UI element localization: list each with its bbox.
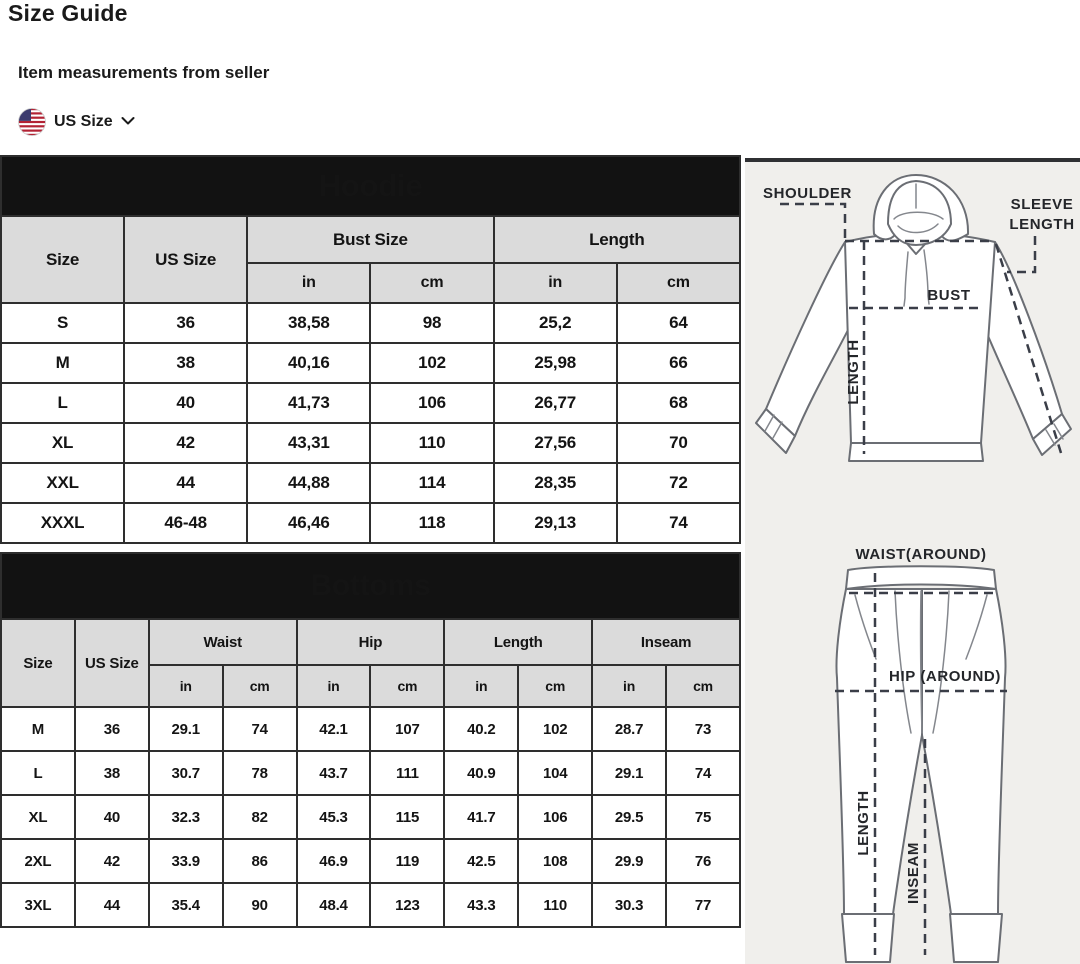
hoodie-sleeve-length-label-line2: LENGTH bbox=[1009, 216, 1075, 233]
pants-waist-label: WAIST(AROUND) bbox=[855, 546, 987, 563]
table-cell: 108 bbox=[518, 839, 592, 883]
table-cell: 43.3 bbox=[444, 883, 518, 927]
col-header-bust-size: Bust Size bbox=[247, 216, 493, 263]
table-cell: 110 bbox=[370, 423, 493, 463]
hoodie-length-label: LENGTH bbox=[845, 339, 862, 405]
table-cell: 3XL bbox=[1, 883, 75, 927]
table-cell: 46.9 bbox=[297, 839, 371, 883]
hoodie-table-title: Hoodie bbox=[1, 156, 740, 216]
table-cell: 29.1 bbox=[149, 707, 223, 751]
table-cell: 106 bbox=[370, 383, 493, 423]
unit-header-in: in bbox=[494, 263, 617, 303]
table-cell: 29.1 bbox=[592, 751, 666, 795]
table-cell: 90 bbox=[223, 883, 297, 927]
col-header-size: Size bbox=[1, 216, 124, 303]
table-cell: 68 bbox=[617, 383, 740, 423]
size-selector-label: US Size bbox=[54, 113, 113, 130]
table-cell: XL bbox=[1, 795, 75, 839]
table-cell: 27,56 bbox=[494, 423, 617, 463]
table-cell: 43.7 bbox=[297, 751, 371, 795]
table-cell: 75 bbox=[666, 795, 740, 839]
pants-inseam-label: INSEAM bbox=[905, 842, 922, 904]
table-cell: 42.5 bbox=[444, 839, 518, 883]
table-cell: 73 bbox=[666, 707, 740, 751]
table-row bbox=[1, 883, 740, 927]
table-cell: M bbox=[1, 343, 124, 383]
table-row bbox=[1, 343, 740, 383]
chevron-down-icon bbox=[121, 113, 135, 131]
unit-header-cm: cm bbox=[666, 665, 740, 707]
table-cell: 28,35 bbox=[494, 463, 617, 503]
hoodie-shoulder-label: SHOULDER bbox=[763, 185, 852, 202]
table-cell: 82 bbox=[223, 795, 297, 839]
col-header-hip: Hip bbox=[297, 619, 445, 665]
table-cell: 42.1 bbox=[297, 707, 371, 751]
table-cell: XXL bbox=[1, 463, 124, 503]
table-cell: 46,46 bbox=[247, 503, 370, 543]
table-cell: 41,73 bbox=[247, 383, 370, 423]
table-cell: 33.9 bbox=[149, 839, 223, 883]
size-selector[interactable] bbox=[18, 108, 135, 136]
bottoms-size-table bbox=[0, 552, 741, 928]
table-cell: 98 bbox=[370, 303, 493, 343]
table-cell: 74 bbox=[617, 503, 740, 543]
table-cell: L bbox=[1, 751, 75, 795]
col-header-us-size: US Size bbox=[124, 216, 247, 303]
table-row bbox=[1, 503, 740, 543]
table-cell: 36 bbox=[75, 707, 149, 751]
table-cell: 86 bbox=[223, 839, 297, 883]
table-cell: 107 bbox=[370, 707, 444, 751]
table-cell: 74 bbox=[666, 751, 740, 795]
table-cell: 74 bbox=[223, 707, 297, 751]
table-row bbox=[1, 303, 740, 343]
table-cell: 40 bbox=[75, 795, 149, 839]
table-cell: 40 bbox=[124, 383, 247, 423]
col-header-us-size: US Size bbox=[75, 619, 149, 707]
table-cell: 118 bbox=[370, 503, 493, 543]
unit-header-in: in bbox=[297, 665, 371, 707]
table-cell: 38,58 bbox=[247, 303, 370, 343]
table-cell: 66 bbox=[617, 343, 740, 383]
table-cell: 123 bbox=[370, 883, 444, 927]
unit-header-in: in bbox=[247, 263, 370, 303]
col-header-waist: Waist bbox=[149, 619, 297, 665]
table-cell: 29,13 bbox=[494, 503, 617, 543]
unit-header-cm: cm bbox=[223, 665, 297, 707]
hoodie-sleeve-length-label-line1: SLEEVE bbox=[1010, 196, 1074, 213]
pants-diagram bbox=[745, 543, 1080, 964]
unit-header-cm: cm bbox=[518, 665, 592, 707]
table-cell: 32.3 bbox=[149, 795, 223, 839]
table-cell: L bbox=[1, 383, 124, 423]
table-cell: 36 bbox=[124, 303, 247, 343]
col-header-inseam: Inseam bbox=[592, 619, 740, 665]
table-cell: 40,16 bbox=[247, 343, 370, 383]
table-cell: S bbox=[1, 303, 124, 343]
table-row bbox=[1, 795, 740, 839]
table-cell: 30.3 bbox=[592, 883, 666, 927]
pants-length-label: LENGTH bbox=[855, 790, 872, 856]
table-cell: 72 bbox=[617, 463, 740, 503]
table-cell: 102 bbox=[370, 343, 493, 383]
table-cell: XL bbox=[1, 423, 124, 463]
table-cell: 44 bbox=[75, 883, 149, 927]
table-row bbox=[1, 839, 740, 883]
table-cell: 2XL bbox=[1, 839, 75, 883]
table-cell: 29.5 bbox=[592, 795, 666, 839]
table-cell: 115 bbox=[370, 795, 444, 839]
table-cell: 77 bbox=[666, 883, 740, 927]
table-cell: 25,98 bbox=[494, 343, 617, 383]
unit-header-in: in bbox=[592, 665, 666, 707]
table-cell: 78 bbox=[223, 751, 297, 795]
unit-header-in: in bbox=[444, 665, 518, 707]
table-cell: 38 bbox=[75, 751, 149, 795]
table-cell: 38 bbox=[124, 343, 247, 383]
col-header-length: Length bbox=[494, 216, 740, 263]
table-cell: 111 bbox=[370, 751, 444, 795]
table-cell: 42 bbox=[75, 839, 149, 883]
page-title: Size Guide bbox=[8, 0, 128, 26]
col-header-length: Length bbox=[444, 619, 592, 665]
table-cell: 102 bbox=[518, 707, 592, 751]
table-cell: 26,77 bbox=[494, 383, 617, 423]
table-cell: 35.4 bbox=[149, 883, 223, 927]
table-cell: 43,31 bbox=[247, 423, 370, 463]
table-cell: 42 bbox=[124, 423, 247, 463]
table-cell: 28.7 bbox=[592, 707, 666, 751]
bottoms-table-title: Bottoms bbox=[1, 553, 740, 619]
hoodie-diagram bbox=[745, 162, 1080, 543]
hoodie-bust-label: BUST bbox=[927, 287, 971, 304]
table-row bbox=[1, 463, 740, 503]
table-cell: 41.7 bbox=[444, 795, 518, 839]
subtitle: Item measurements from seller bbox=[18, 63, 270, 82]
table-cell: 110 bbox=[518, 883, 592, 927]
table-cell: 46-48 bbox=[124, 503, 247, 543]
table-row bbox=[1, 707, 740, 751]
table-cell: 29.9 bbox=[592, 839, 666, 883]
unit-header-in: in bbox=[149, 665, 223, 707]
us-flag-icon bbox=[18, 108, 46, 136]
table-cell: 30.7 bbox=[149, 751, 223, 795]
unit-header-cm: cm bbox=[617, 263, 740, 303]
table-row bbox=[1, 751, 740, 795]
size-tables bbox=[0, 155, 741, 928]
measurement-diagram-panel bbox=[745, 158, 1080, 964]
table-row bbox=[1, 383, 740, 423]
table-row bbox=[1, 423, 740, 463]
col-header-size: Size bbox=[1, 619, 75, 707]
table-cell: 40.9 bbox=[444, 751, 518, 795]
pants-hip-label: HIP (AROUND) bbox=[889, 668, 1001, 685]
table-cell: 119 bbox=[370, 839, 444, 883]
table-cell: 76 bbox=[666, 839, 740, 883]
table-cell: 44 bbox=[124, 463, 247, 503]
table-cell: M bbox=[1, 707, 75, 751]
table-cell: 114 bbox=[370, 463, 493, 503]
table-cell: 48.4 bbox=[297, 883, 371, 927]
table-cell: 40.2 bbox=[444, 707, 518, 751]
table-cell: 106 bbox=[518, 795, 592, 839]
hoodie-size-table bbox=[0, 155, 741, 544]
table-cell: XXXL bbox=[1, 503, 124, 543]
table-cell: 70 bbox=[617, 423, 740, 463]
table-cell: 44,88 bbox=[247, 463, 370, 503]
unit-header-cm: cm bbox=[370, 665, 444, 707]
table-cell: 104 bbox=[518, 751, 592, 795]
table-cell: 25,2 bbox=[494, 303, 617, 343]
unit-header-cm: cm bbox=[370, 263, 493, 303]
table-cell: 64 bbox=[617, 303, 740, 343]
table-cell: 45.3 bbox=[297, 795, 371, 839]
